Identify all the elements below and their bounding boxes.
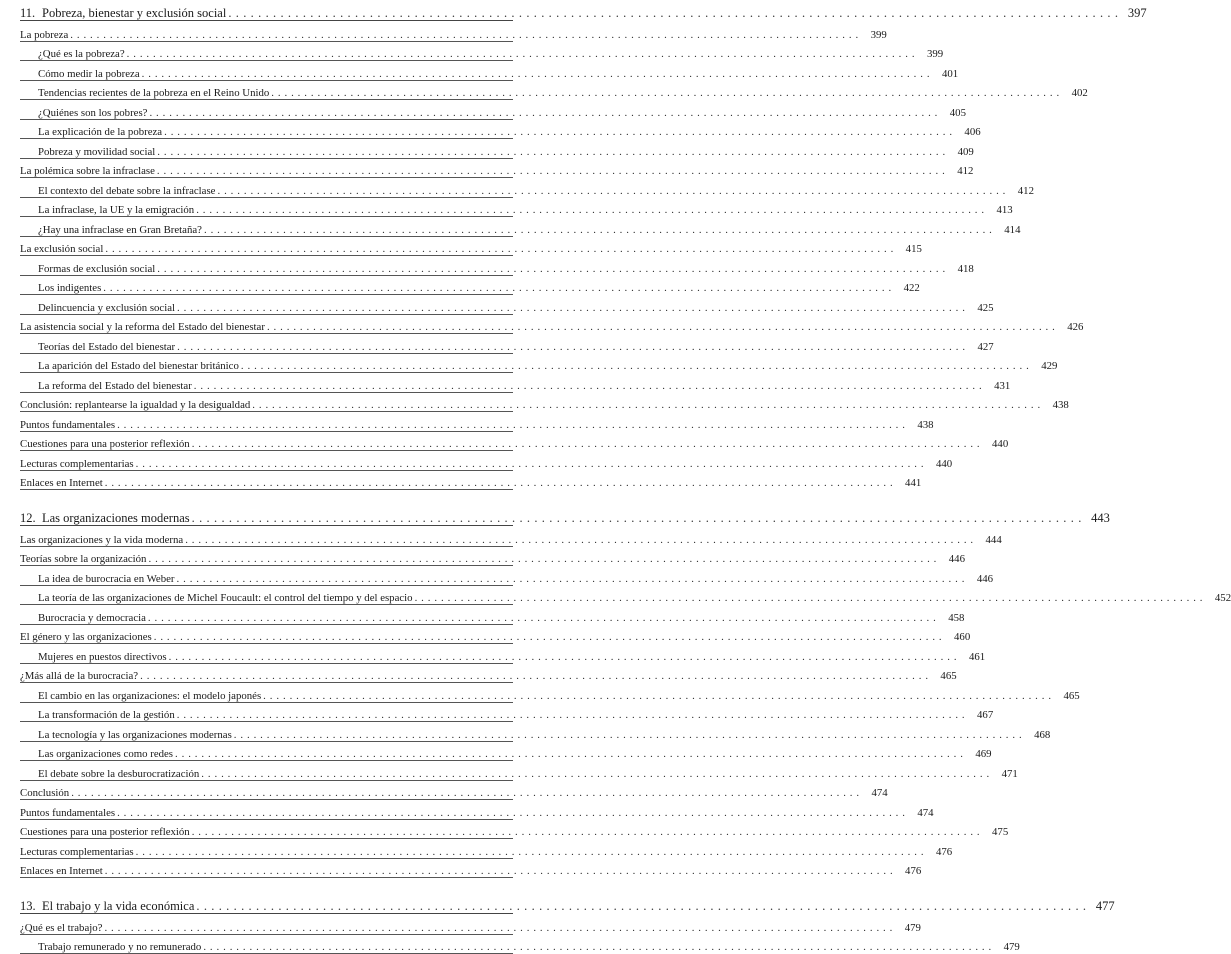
chapter-section bbox=[20, 508, 513, 878]
page-number: 460 bbox=[942, 631, 970, 643]
dot-leader: . . . . . . . . . . . . . . . . . . . . . . . . . . . . . . . . . . . . . . . . . . . . . . . . . . . . . . . . . . . . . . . . . . . . . . . . . . . . . . . . . . . . . . . . . . . . . . . . . . . . . . . . . . . . . . . . . . . . . . . . bbox=[192, 438, 981, 450]
page-number: 412 bbox=[945, 165, 973, 177]
page-number: 413 bbox=[985, 204, 1013, 216]
entry-title: Puntos fundamentales bbox=[20, 419, 117, 431]
toc-subentry[interactable] bbox=[20, 276, 513, 296]
page-number: 406 bbox=[953, 126, 981, 138]
page-number: 471 bbox=[990, 768, 1018, 780]
page-number: 468 bbox=[1022, 729, 1050, 741]
entry-title: Mujeres en puestos directivos bbox=[20, 651, 169, 663]
toc-entry[interactable] bbox=[20, 471, 513, 491]
entry-title: Las organizaciones y la vida moderna bbox=[20, 534, 185, 546]
entry-title: Lecturas complementarias bbox=[20, 846, 136, 858]
entry-title: Pobreza y movilidad social bbox=[20, 146, 157, 158]
page-number: 461 bbox=[957, 651, 985, 663]
chapter-section bbox=[20, 896, 513, 954]
toc-entry[interactable] bbox=[20, 432, 513, 452]
page-number: 467 bbox=[965, 709, 993, 721]
toc-subentry[interactable] bbox=[20, 100, 513, 120]
dot-leader: . . . . . . . . . . . . . . . . . . . . . . . . . . . . . . . . . . . . . . . . . . . . . . . . . . . . . . . . . . . . . . . . . . . . . . . . . . . . . . . . . . . . . . . . . . . . . . . . . . . . . . . . . . . . . . . . . . . . . . . . bbox=[127, 48, 916, 60]
dot-leader: . . . . . . . . . . . . . . . . . . . . . . . . . . . . . . . . . . . . . . . . . . . . . . . . . . . . . . . . . . . . . . . . . . . . . . . . . . . . . . . . . . . . . . . . . . . . . . . . . . . . . . . . . . . . . . . . . . . . . . . . bbox=[142, 68, 931, 80]
toc-subentry[interactable] bbox=[20, 373, 513, 393]
page-number: 412 bbox=[1006, 185, 1034, 197]
toc-entry[interactable] bbox=[20, 412, 513, 432]
entry-title: El cambio en las organizaciones: el modelo japonés bbox=[20, 690, 263, 702]
dot-leader: . . . . . . . . . . . . . . . . . . . . . . . . . . . . . . . . . . . . . . . . . . . . . . . . . . . . . . . . . . . . . . . . . . . . . . . . . . . . . . . . . . . . . . . . . . . . . . . . . . . . . . . . . . . . . . . . . . . . . . . . bbox=[194, 380, 983, 392]
dot-leader: . . . . . . . . . . . . . . . . . . . . . . . . . . . . . . . . . . . . . . . . . . . . . . . . . . . . . . . . . . . . . . . . . . . . . . . . . . . . . . . . . . . . . . . . . . . . . . . . . . . . . . . . . . . . . . . . . . . . . . . . bbox=[105, 243, 894, 255]
toc-subentry[interactable] bbox=[20, 354, 513, 374]
entry-title: ¿Hay una infraclase en Gran Bretaña? bbox=[20, 224, 204, 236]
entry-title: Conclusión bbox=[20, 787, 71, 799]
toc-entry[interactable] bbox=[20, 159, 513, 179]
toc-subentry[interactable] bbox=[20, 683, 513, 703]
page-number: 399 bbox=[915, 48, 943, 60]
entry-title: Conclusión: replantearse la igualdad y la desigualdad bbox=[20, 399, 252, 411]
table-of-contents bbox=[20, 3, 513, 954]
entry-title: La reforma del Estado del bienestar bbox=[20, 380, 194, 392]
dot-leader: . . . . . . . . . . . . . . . . . . . . . . . . . . . . . . . . . . . . . . . . . . . . . . . . . . . . . . . . . . . . . . . . . . . . . . . . . . . . . . . . . . . . . . . . . . . . . . . . . . . . . . . . . . . . . . . . . . . . . . . . bbox=[204, 224, 993, 236]
toc-subentry[interactable] bbox=[20, 644, 513, 664]
entry-title: La aparición del Estado del bienestar británico bbox=[20, 360, 241, 372]
toc-subentry[interactable] bbox=[20, 761, 513, 781]
dot-leader: . . . . . . . . . . . . . . . . . . . . . . . . . . . . . . . . . . . . . . . . . . . . . . . . . . . . . . . . . . . . . . . . . . . . . . . . . . . . . . . . . . . . . . . . . . . . . . . . . . . . . . . . . . . . . . . . . . . . . . . . bbox=[185, 534, 974, 546]
dot-leader: . . . . . . . . . . . . . . . . . . . . . . . . . . . . . . . . . . . . . . . . . . . . . . . . . . . . . . . . . . . . . . . . . . . . . . . . . . . . . . . . . . . . . . . . . . . . . . . . . . . . . . . . . . . . . . . . . . . . . . . . bbox=[148, 612, 937, 624]
toc-subentry[interactable] bbox=[20, 61, 513, 81]
toc-subentry[interactable] bbox=[20, 334, 513, 354]
dot-leader: . . . . . . . . . . . . . . . . . . . . . . . . . . . . . . . . . . . . . . . . . . . . . . . . . . . . . . . . . . . . . . . . . . . . . . . . . . . . . . . . . . . . . . . . . . . . . . . . . . . . . . . . . . . . . . . . . . . . . . . . bbox=[271, 87, 1060, 99]
page-number: 399 bbox=[859, 29, 887, 41]
page-number: 474 bbox=[860, 787, 888, 799]
entry-title: La asistencia social y la reforma del Estado del bienestar bbox=[20, 321, 267, 333]
page-number: 401 bbox=[930, 68, 958, 80]
page-number: 440 bbox=[980, 438, 1008, 450]
entry-title: Teorías del Estado del bienestar bbox=[20, 341, 177, 353]
dot-leader: . . . . . . . . . . . . . . . . . . . . . . . . . . . . . . . . . . . . . . . . . . . . . . . . . . . . . . . . . . . . . . . . . . . . . . . . . . . . . . . . . . . . . . . . . . . . . . . . . . . . . . . . . . . . . . . . . . . . . . . . bbox=[201, 768, 990, 780]
toc-entry[interactable] bbox=[20, 915, 513, 935]
toc-entry[interactable] bbox=[20, 393, 513, 413]
dot-leader: . . . . . . . . . . . . . . . . . . . . . . . . . . . . . . . . . . . . . . . . . . . . . . . . . . . . . . . . . . . . . . . . . . . . . . . . . . . . . . . . . . . . . . . . . . . . . . . . . . . . . . . . . . . . . . . . . . . . . . . . bbox=[177, 709, 966, 721]
entry-title: ¿Qué es el trabajo? bbox=[20, 922, 104, 934]
dot-leader: . . . . . . . . . . . . . . . . . . . . . . . . . . . . . . . . . . . . . . . . . . . . . . . . . . . . . . . . . . . . . . . . . . . . . . . . . . . . . . . . . . . . . . . . . . . . . . . . . . . . . . . . . . . . . . . . . . . . . . . . bbox=[140, 670, 929, 682]
dot-leader: . . . . . . . . . . . . . . . . . . . . . . . . . . . . . . . . . . . . . . . . . . . . . . . . . . . . . . . . . . . . . . . . . . . . . . . . . . . . . . . . . . . . . . . . . . . . . . . . . . . . . . . . . . . . . . . . . . . . . . . . bbox=[177, 302, 966, 314]
page-number: 426 bbox=[1055, 321, 1083, 333]
dot-leader: . . . . . . . . . . . . . . . . . . . . . . . . . . . . . . . . . . . . . . . . . . . . . . . . . . . . . . . . . . . . . . . . . . . . . . . . . . . . . . . . . . . . . . . . . . . . . . . . . . . . . . . . . . . . . . . . . . . . . . . . bbox=[136, 846, 925, 858]
toc-entry[interactable] bbox=[20, 527, 513, 547]
toc-subentry[interactable] bbox=[20, 120, 513, 140]
page-number: 441 bbox=[893, 477, 921, 489]
dot-leader: . . . . . . . . . . . . . . . . . . . . . . . . . . . . . . . . . . . . . . . . . . . . . . . . . . . . . . . . . . . . . . . . . . . . . . . . . . . . . . . . . . . . . . . . . . . . . . . . . . . . . . . . . . . . . . . . . . . . . . . . bbox=[241, 360, 1030, 372]
chapter-title: Pobreza, bienestar y exclusión social bbox=[42, 6, 228, 20]
page-number: 469 bbox=[964, 748, 992, 760]
toc-subentry[interactable] bbox=[20, 256, 513, 276]
toc-entry[interactable] bbox=[20, 839, 513, 859]
entry-title: La transformación de la gestión bbox=[20, 709, 177, 721]
dot-leader: . . . . . . . . . . . . . . . . . . . . . . . . . . . . . . . . . . . . . . . . . . . . . . . . . . . . . . . . . . . . . . . . . . . . . . . . . . . . . . . . . . . . . . . . . . . . . . . . . . . . . . . . . . . . . . . . . . . . . . . . bbox=[196, 899, 1086, 913]
toc-entry[interactable] bbox=[20, 625, 513, 645]
dot-leader: . . . . . . . . . . . . . . . . . . . . . . . . . . . . . . . . . . . . . . . . . . . . . . . . . . . . . . . . . . . . . . . . . . . . . . . . . . . . . . . . . . . . . . . . . . . . . . . . . . . . . . . . . . . . . . . . . . . . . . . . bbox=[103, 282, 892, 294]
page-number: 402 bbox=[1060, 87, 1088, 99]
page-number: 479 bbox=[893, 922, 921, 934]
toc-subentry[interactable] bbox=[20, 81, 513, 101]
entry-title: Cuestiones para una posterior reflexión bbox=[20, 826, 192, 838]
toc-entry[interactable] bbox=[20, 451, 513, 471]
page-number: 465 bbox=[929, 670, 957, 682]
chapter-number: 13. bbox=[20, 899, 42, 913]
dot-leader: . . . . . . . . . . . . . . . . . . . . . . . . . . . . . . . . . . . . . . . . . . . . . . . . . . . . . . . . . . . . . . . . . . . . . . . . . . . . . . . . . . . . . . . . . . . . . . . . . . . . . . . . . . . . . . . . . . . . . . . . bbox=[157, 146, 946, 158]
entry-title: La pobreza bbox=[20, 29, 70, 41]
chapter-title: Las organizaciones modernas bbox=[42, 511, 192, 525]
toc-entry[interactable] bbox=[20, 859, 513, 879]
chapter-heading[interactable] bbox=[20, 508, 513, 526]
page-number: 425 bbox=[966, 302, 994, 314]
toc-entry[interactable] bbox=[20, 315, 513, 335]
page-number: 446 bbox=[965, 573, 993, 585]
toc-subentry[interactable] bbox=[20, 295, 513, 315]
dot-leader: . . . . . . . . . . . . . . . . . . . . . . . . . . . . . . . . . . . . . . . . . . . . . . . . . . . . . . . . . . . . . . . . . . . . . . . . . . . . . . . . . . . . . . . . . . . . . . . . . . . . . . . . . . . . . . . . . . . . . . . . bbox=[192, 826, 981, 838]
page-number: 444 bbox=[974, 534, 1002, 546]
toc-subentry[interactable] bbox=[20, 217, 513, 237]
toc-subentry[interactable] bbox=[20, 198, 513, 218]
entry-title: La infraclase, la UE y la emigración bbox=[20, 204, 196, 216]
page-number: 438 bbox=[906, 419, 934, 431]
entry-title: La teoría de las organizaciones de Michel Foucault: el control del tiempo y del espacio bbox=[20, 592, 415, 604]
dot-leader: . . . . . . . . . . . . . . . . . . . . . . . . . . . . . . . . . . . . . . . . . . . . . . . . . . . . . . . . . . . . . . . . . . . . . . . . . . . . . . . . . . . . . . . . . . . . . . . . . . . . . . . . . . . . . . . . . . . . . . . . bbox=[175, 748, 964, 760]
entry-title: Teorías sobre la organización bbox=[20, 553, 148, 565]
toc-entry[interactable] bbox=[20, 800, 513, 820]
page-number: 458 bbox=[936, 612, 964, 624]
dot-leader: . . . . . . . . . . . . . . . . . . . . . . . . . . . . . . . . . . . . . . . . . . . . . . . . . . . . . . . . . . . . . . . . . . . . . . . . . . . . . . . . . . . . . . . . . . . . . . . . . . . . . . . . . . . . . . . . . . . . . . . . bbox=[267, 321, 1056, 333]
chapter-spacer bbox=[20, 490, 513, 508]
entry-title: Puntos fundamentales bbox=[20, 807, 117, 819]
dot-leader: . . . . . . . . . . . . . . . . . . . . . . . . . . . . . . . . . . . . . . . . . . . . . . . . . . . . . . . . . . . . . . . . . . . . . . . . . . . . . . . . . . . . . . . . . . . . . . . . . . . . . . . . . . . . . . . . . . . . . . . . bbox=[157, 263, 946, 275]
page-number: 475 bbox=[980, 826, 1008, 838]
toc-subentry[interactable] bbox=[20, 139, 513, 159]
dot-leader: . . . . . . . . . . . . . . . . . . . . . . . . . . . . . . . . . . . . . . . . . . . . . . . . . . . . . . . . . . . . . . . . . . . . . . . . . . . . . . . . . . . . . . . . . . . . . . . . . . . . . . . . . . . . . . . . . . . . . . . . bbox=[136, 458, 925, 470]
toc-entry[interactable] bbox=[20, 547, 513, 567]
toc-subentry[interactable] bbox=[20, 742, 513, 762]
entry-title: La explicación de la pobreza bbox=[20, 126, 164, 138]
chapter-section bbox=[20, 3, 513, 490]
page-number: 422 bbox=[892, 282, 920, 294]
dot-leader: . . . . . . . . . . . . . . . . . . . . . . . . . . . . . . . . . . . . . . . . . . . . . . . . . . . . . . . . . . . . . . . . . . . . . . . . . . . . . . . . . . . . . . . . . . . . . . . . . . . . . . . . . . . . . . . . . . . . . . . . bbox=[177, 341, 966, 353]
dot-leader: . . . . . . . . . . . . . . . . . . . . . . . . . . . . . . . . . . . . . . . . . . . . . . . . . . . . . . . . . . . . . . . . . . . . . . . . . . . . . . . . . . . . . . . . . . . . . . . . . . . . . . . . . . . . . . . . . . . . . . . . bbox=[196, 204, 985, 216]
dot-leader: . . . . . . . . . . . . . . . . . . . . . . . . . . . . . . . . . . . . . . . . . . . . . . . . . . . . . . . . . . . . . . . . . . . . . . . . . . . . . . . . . . . . . . . . . . . . . . . . . . . . . . . . . . . . . . . . . . . . . . . . bbox=[177, 573, 966, 585]
toc-subentry[interactable] bbox=[20, 566, 513, 586]
page-number: 476 bbox=[893, 865, 921, 877]
dot-leader: . . . . . . . . . . . . . . . . . . . . . . . . . . . . . . . . . . . . . . . . . . . . . . . . . . . . . . . . . . . . . . . . . . . . . . . . . . . . . . . . . . . . . . . . . . . . . . . . . . . . . . . . . . . . . . . . . . . . . . . . bbox=[164, 126, 953, 138]
toc-subentry[interactable] bbox=[20, 178, 513, 198]
dot-leader: . . . . . . . . . . . . . . . . . . . . . . . . . . . . . . . . . . . . . . . . . . . . . . . . . . . . . . . . . . . . . . . . . . . . . . . . . . . . . . . . . . . . . . . . . . . . . . . . . . . . . . . . . . . . . . . . . . . . . . . . bbox=[70, 29, 859, 41]
dot-leader: . . . . . . . . . . . . . . . . . . . . . . . . . . . . . . . . . . . . . . . . . . . . . . . . . . . . . . . . . . . . . . . . . . . . . . . . . . . . . . . . . . . . . . . . . . . . . . . . . . . . . . . . . . . . . . . . . . . . . . . . bbox=[217, 185, 1006, 197]
toc-subentry[interactable] bbox=[20, 703, 513, 723]
toc-entry[interactable] bbox=[20, 781, 513, 801]
dot-leader: . . . . . . . . . . . . . . . . . . . . . . . . . . . . . . . . . . . . . . . . . . . . . . . . . . . . . . . . . . . . . . . . . . . . . . . . . . . . . . . . . . . . . . . . . . . . . . . . . . . . . . . . . . . . . . . . . . . . . . . . bbox=[117, 419, 906, 431]
chapter-number: 12. bbox=[20, 511, 42, 525]
entry-title: Delincuencia y exclusión social bbox=[20, 302, 177, 314]
entry-title: ¿Quiénes son los pobres? bbox=[20, 107, 149, 119]
page-number: 438 bbox=[1041, 399, 1069, 411]
chapter-spacer bbox=[20, 878, 513, 896]
page-number: 397 bbox=[1119, 6, 1147, 20]
entry-title: Enlaces en Internet bbox=[20, 865, 105, 877]
entry-title: Lecturas complementarias bbox=[20, 458, 136, 470]
entry-title: Cuestiones para una posterior reflexión bbox=[20, 438, 192, 450]
dot-leader: . . . . . . . . . . . . . . . . . . . . . . . . . . . . . . . . . . . . . . . . . . . . . . . . . . . . . . . . . . . . . . . . . . . . . . . . . . . . . . . . . . . . . . . . . . . . . . . . . . . . . . . . . . . . . . . . . . . . . . . . bbox=[154, 631, 943, 643]
page-number: 415 bbox=[894, 243, 922, 255]
toc-subentry[interactable] bbox=[20, 586, 513, 606]
page-number: 446 bbox=[937, 553, 965, 565]
page-number: 440 bbox=[924, 458, 952, 470]
page-number: 474 bbox=[906, 807, 934, 819]
page-number: 431 bbox=[982, 380, 1010, 392]
dot-leader: . . . . . . . . . . . . . . . . . . . . . . . . . . . . . . . . . . . . . . . . . . . . . . . . . . . . . . . . . . . . . . . . . . . . . . . . . . . . . . . . . . . . . . . . . . . . . . . . . . . . . . . . . . . . . . . . . . . . . . . . bbox=[157, 165, 946, 177]
dot-leader: . . . . . . . . . . . . . . . . . . . . . . . . . . . . . . . . . . . . . . . . . . . . . . . . . . . . . . . . . . . . . . . . . . . . . . . . . . . . . . . . . . . . . . . . . . . . . . . . . . . . . . . . . . . . . . . . . . . . . . . . bbox=[71, 787, 860, 799]
entry-title: Cómo medir la pobreza bbox=[20, 68, 142, 80]
page-number: 414 bbox=[992, 224, 1020, 236]
entry-title: La tecnología y las organizaciones modernas bbox=[20, 729, 234, 741]
dot-leader: . . . . . . . . . . . . . . . . . . . . . . . . . . . . . . . . . . . . . . . . . . . . . . . . . . . . . . . . . . . . . . . . . . . . . . . . . . . . . . . . . . . . . . . . . . . . . . . . . . . . . . . . . . . . . . . . . . . . . . . . bbox=[415, 592, 1204, 604]
entry-title: El debate sobre la desburocratización bbox=[20, 768, 201, 780]
page-number: 409 bbox=[946, 146, 974, 158]
page-number: 418 bbox=[946, 263, 974, 275]
chapter-title: El trabajo y la vida económica bbox=[42, 899, 196, 913]
entry-title: Los indigentes bbox=[20, 282, 103, 294]
entry-title: El contexto del debate sobre la infraclase bbox=[20, 185, 217, 197]
toc-entry[interactable] bbox=[20, 22, 513, 42]
dot-leader: . . . . . . . . . . . . . . . . . . . . . . . . . . . . . . . . . . . . . . . . . . . . . . . . . . . . . . . . . . . . . . . . . . . . . . . . . . . . . . . . . . . . . . . . . . . . . . . . . . . . . . . . . . . . . . . . . . . . . . . . bbox=[234, 729, 1023, 741]
entry-title: Trabajo remunerado y no remunerado bbox=[20, 941, 203, 953]
chapter-number: 11. bbox=[20, 6, 42, 20]
page-number: 452 bbox=[1203, 592, 1231, 604]
page-number: 429 bbox=[1029, 360, 1057, 372]
entry-title: La polémica sobre la infraclase bbox=[20, 165, 157, 177]
dot-leader: . . . . . . . . . . . . . . . . . . . . . . . . . . . . . . . . . . . . . . . . . . . . . . . . . . . . . . . . . . . . . . . . . . . . . . . . . . . . . . . . . . . . . . . . . . . . . . . . . . . . . . . . . . . . . . . . . . . . . . . . bbox=[105, 477, 894, 489]
entry-title: ¿Más allá de la burocracia? bbox=[20, 670, 140, 682]
page-number: 479 bbox=[992, 941, 1020, 953]
entry-title: Tendencias recientes de la pobreza en el Reino Unido bbox=[20, 87, 271, 99]
dot-leader: . . . . . . . . . . . . . . . . . . . . . . . . . . . . . . . . . . . . . . . . . . . . . . . . . . . . . . . . . . . . . . . . . . . . . . . . . . . . . . . . . . . . . . . . . . . . . . . . . . . . . . . . . . . . . . . . . . . . . . . . bbox=[104, 922, 893, 934]
toc-entry[interactable] bbox=[20, 237, 513, 257]
toc-subentry[interactable] bbox=[20, 722, 513, 742]
toc-subentry[interactable] bbox=[20, 935, 513, 954]
dot-leader: . . . . . . . . . . . . . . . . . . . . . . . . . . . . . . . . . . . . . . . . . . . . . . . . . . . . . . . . . . . . . . . . . . . . . . . . . . . . . . . . . . . . . . . . . . . . . . . . . . . . . . . . . . . . . . . . . . . . . . . . bbox=[203, 941, 992, 953]
toc-subentry[interactable] bbox=[20, 605, 513, 625]
page-number: 405 bbox=[938, 107, 966, 119]
dot-leader: . . . . . . . . . . . . . . . . . . . . . . . . . . . . . . . . . . . . . . . . . . . . . . . . . . . . . . . . . . . . . . . . . . . . . . . . . . . . . . . . . . . . . . . . . . . . . . . . . . . . . . . . . . . . . . . . . . . . . . . . bbox=[228, 6, 1118, 20]
dot-leader: . . . . . . . . . . . . . . . . . . . . . . . . . . . . . . . . . . . . . . . . . . . . . . . . . . . . . . . . . . . . . . . . . . . . . . . . . . . . . . . . . . . . . . . . . . . . . . . . . . . . . . . . . . . . . . . . . . . . . . . . bbox=[117, 807, 906, 819]
entry-title: Formas de exclusión social bbox=[20, 263, 157, 275]
page-number: 443 bbox=[1082, 511, 1110, 525]
chapter-heading[interactable] bbox=[20, 3, 513, 21]
dot-leader: . . . . . . . . . . . . . . . . . . . . . . . . . . . . . . . . . . . . . . . . . . . . . . . . . . . . . . . . . . . . . . . . . . . . . . . . . . . . . . . . . . . . . . . . . . . . . . . . . . . . . . . . . . . . . . . . . . . . . . . . bbox=[169, 651, 958, 663]
entry-title: Enlaces en Internet bbox=[20, 477, 105, 489]
toc-entry[interactable] bbox=[20, 820, 513, 840]
entry-title: Las organizaciones como redes bbox=[20, 748, 175, 760]
dot-leader: . . . . . . . . . . . . . . . . . . . . . . . . . . . . . . . . . . . . . . . . . . . . . . . . . . . . . . . . . . . . . . . . . . . . . . . . . . . . . . . . . . . . . . . . . . . . . . . . . . . . . . . . . . . . . . . . . . . . . . . . bbox=[263, 690, 1052, 702]
toc-subentry[interactable] bbox=[20, 42, 513, 62]
page-number: 427 bbox=[966, 341, 994, 353]
dot-leader: . . . . . . . . . . . . . . . . . . . . . . . . . . . . . . . . . . . . . . . . . . . . . . . . . . . . . . . . . . . . . . . . . . . . . . . . . . . . . . . . . . . . . . . . . . . . . . . . . . . . . . . . . . . . . . . . . . . . . . . . bbox=[192, 511, 1082, 525]
entry-title: El género y las organizaciones bbox=[20, 631, 154, 643]
page-number: 476 bbox=[924, 846, 952, 858]
entry-title: La exclusión social bbox=[20, 243, 105, 255]
page-number: 465 bbox=[1052, 690, 1080, 702]
dot-leader: . . . . . . . . . . . . . . . . . . . . . . . . . . . . . . . . . . . . . . . . . . . . . . . . . . . . . . . . . . . . . . . . . . . . . . . . . . . . . . . . . . . . . . . . . . . . . . . . . . . . . . . . . . . . . . . . . . . . . . . . bbox=[252, 399, 1041, 411]
dot-leader: . . . . . . . . . . . . . . . . . . . . . . . . . . . . . . . . . . . . . . . . . . . . . . . . . . . . . . . . . . . . . . . . . . . . . . . . . . . . . . . . . . . . . . . . . . . . . . . . . . . . . . . . . . . . . . . . . . . . . . . . bbox=[148, 553, 937, 565]
dot-leader: . . . . . . . . . . . . . . . . . . . . . . . . . . . . . . . . . . . . . . . . . . . . . . . . . . . . . . . . . . . . . . . . . . . . . . . . . . . . . . . . . . . . . . . . . . . . . . . . . . . . . . . . . . . . . . . . . . . . . . . . bbox=[149, 107, 938, 119]
dot-leader: . . . . . . . . . . . . . . . . . . . . . . . . . . . . . . . . . . . . . . . . . . . . . . . . . . . . . . . . . . . . . . . . . . . . . . . . . . . . . . . . . . . . . . . . . . . . . . . . . . . . . . . . . . . . . . . . . . . . . . . . bbox=[105, 865, 894, 877]
entry-title: Burocracia y democracia bbox=[20, 612, 148, 624]
entry-title: ¿Qué es la pobreza? bbox=[20, 48, 127, 60]
chapter-heading[interactable] bbox=[20, 896, 513, 914]
entry-title: La idea de burocracia en Weber bbox=[20, 573, 177, 585]
toc-entry[interactable] bbox=[20, 664, 513, 684]
page-number: 477 bbox=[1087, 899, 1115, 913]
